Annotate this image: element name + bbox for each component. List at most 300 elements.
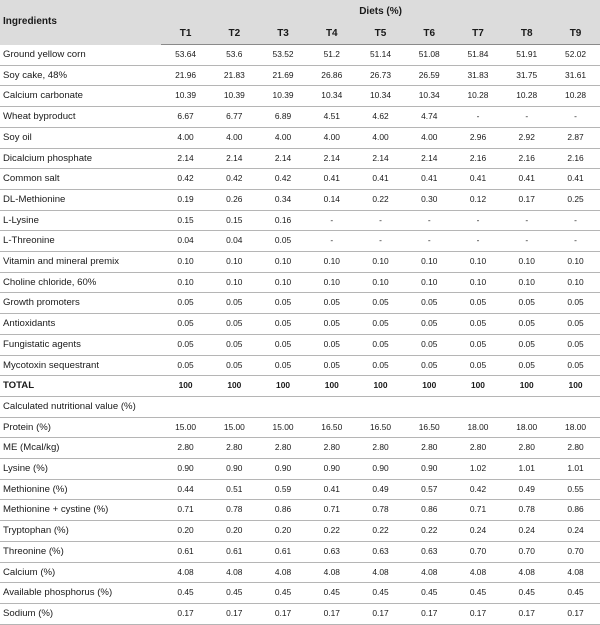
cell-t1: 0.61 [161,541,210,562]
nutrition-row [0,500,600,521]
cell-t9: 1.01 [551,459,600,480]
cell-t5: 0.05 [356,314,405,335]
cell-t9: - [551,210,600,231]
cell-t9: - [551,107,600,128]
row-label: Soy cake, 48% [0,65,161,86]
nutrition-row [0,583,600,604]
cell-t5: 51.14 [356,45,405,66]
cell-t9: 4.08 [551,562,600,583]
cell-t6: 0.05 [405,355,454,376]
cell-t2: 0.05 [210,293,259,314]
cell-t7: 0.05 [454,293,503,314]
cell-t7: 0.45 [454,583,503,604]
cell-t4: 0.22 [307,521,356,542]
cell-t4: 4.51 [307,107,356,128]
cell-t2: 0.20 [210,521,259,542]
cell-t2: 2.14 [210,148,259,169]
cell-t2: 100 [210,376,259,397]
row-label: Calcium (%) [0,562,161,583]
cell-t1: 15.00 [161,417,210,438]
cell-t2: 0.05 [210,334,259,355]
cell-t2: 0.17 [210,603,259,624]
cell-t7: 18.00 [454,417,503,438]
cell-t6: 2.80 [405,438,454,459]
total-row [0,376,600,397]
ingredient-row [0,86,600,107]
row-label: L-Threonine [0,231,161,252]
ingredient-row [0,210,600,231]
row-label: TOTAL [0,376,161,397]
cell-t4: 4.00 [307,127,356,148]
cell-t6: 0.17 [405,603,454,624]
cell-t4: 0.63 [307,541,356,562]
cell-t8: 0.49 [502,479,551,500]
cell-t6: 16.50 [405,417,454,438]
cell-t2: 0.51 [210,479,259,500]
cell-t5: 0.10 [356,272,405,293]
row-label: Available phosphorus (%) [0,583,161,604]
cell-t1: 0.04 [161,231,210,252]
cell-t9: 0.41 [551,169,600,190]
cell-t4: 0.05 [307,355,356,376]
cell-t9: 0.45 [551,583,600,604]
cell-t2: 0.78 [210,500,259,521]
ingredient-row [0,45,600,66]
cell-t8: - [502,231,551,252]
cell-t5: 0.05 [356,334,405,355]
cell-t6: 0.05 [405,293,454,314]
cell-t6: 4.08 [405,562,454,583]
cell-t6: - [405,231,454,252]
cell-t6: 0.10 [405,272,454,293]
cell-t7: 0.42 [454,479,503,500]
ingredient-row [0,189,600,210]
column-header-t4: T4 [307,24,356,45]
cell-t2: 0.61 [210,541,259,562]
row-label: Growth promoters [0,293,161,314]
cell-t8: 0.17 [502,189,551,210]
row-label: L-Lysine [0,210,161,231]
cell-t7: 0.05 [454,334,503,355]
ingredient-row [0,127,600,148]
cell-t2: 0.15 [210,210,259,231]
cell-t1: 2.80 [161,438,210,459]
cell-t7: 0.12 [454,189,503,210]
row-label: Choline chloride, 60% [0,272,161,293]
cell-t4: 0.41 [307,169,356,190]
cell-t8: 0.10 [502,272,551,293]
cell-t2: 0.05 [210,355,259,376]
cell-t2: 21.83 [210,65,259,86]
row-label: Soy oil [0,127,161,148]
column-header-t6: T6 [405,24,454,45]
cell-t7: 10.28 [454,86,503,107]
cell-t7: - [454,210,503,231]
cell-t6: 4.74 [405,107,454,128]
cell-t3: 15.00 [259,417,308,438]
nutrition-row [0,541,600,562]
cell-t8: 0.17 [502,603,551,624]
cell-t3: 0.05 [259,355,308,376]
cell-t5: 26.73 [356,65,405,86]
cell-t3: 0.45 [259,583,308,604]
cell-t3: 0.42 [259,169,308,190]
cell-t3: 4.00 [259,127,308,148]
cell-t9: 2.80 [551,438,600,459]
row-label: Threonine (%) [0,541,161,562]
cell-t9: 18.00 [551,417,600,438]
cell-t5: 2.14 [356,148,405,169]
cell-t5: 0.22 [356,189,405,210]
cell-t1: 0.05 [161,314,210,335]
row-label: DL-Methionine [0,189,161,210]
cell-t8: 0.05 [502,293,551,314]
cell-t6: 51.08 [405,45,454,66]
row-label: Methionine (%) [0,479,161,500]
cell-t4: 4.08 [307,562,356,583]
cell-t6: 0.22 [405,521,454,542]
cell-t8: 0.05 [502,314,551,335]
cell-t3: 0.05 [259,334,308,355]
cell-t8: 0.24 [502,521,551,542]
cell-t6: 0.63 [405,541,454,562]
cell-t2: 0.45 [210,583,259,604]
row-label: Ground yellow corn [0,45,161,66]
row-label: Sodium (%) [0,603,161,624]
cell-t4: 0.05 [307,314,356,335]
cell-t6: 0.86 [405,500,454,521]
cell-t7: 0.41 [454,169,503,190]
ingredient-row [0,148,600,169]
cell-t7: 2.96 [454,127,503,148]
cell-t4: 0.41 [307,479,356,500]
cell-t2: 6.77 [210,107,259,128]
nutrition-row [0,603,600,624]
cell-t3: 0.20 [259,521,308,542]
cell-t1: 2.14 [161,148,210,169]
cell-t1: 0.19 [161,189,210,210]
ingredient-row [0,293,600,314]
cell-t2: 4.00 [210,127,259,148]
cell-t9: 0.25 [551,189,600,210]
cell-t9: 0.55 [551,479,600,500]
ingredient-row [0,314,600,335]
cell-t6: 0.05 [405,314,454,335]
cell-t9: 0.05 [551,355,600,376]
cell-t3: 0.05 [259,314,308,335]
cell-t5: 4.00 [356,127,405,148]
cell-t8: - [502,107,551,128]
cell-t5: - [356,231,405,252]
row-label: Calcium carbonate [0,86,161,107]
row-label: Common salt [0,169,161,190]
ingredient-row [0,231,600,252]
cell-t8: 2.92 [502,127,551,148]
cell-t9: 0.70 [551,541,600,562]
cell-t5: 0.78 [356,500,405,521]
cell-t1: 0.45 [161,583,210,604]
cell-t9: 52.02 [551,45,600,66]
cell-t3: 10.39 [259,86,308,107]
cell-t5: 100 [356,376,405,397]
cell-t8: 0.45 [502,583,551,604]
cell-t6: 0.05 [405,334,454,355]
cell-t4: 0.17 [307,603,356,624]
cell-t5: - [356,210,405,231]
cell-t9: 100 [551,376,600,397]
cell-t8: 2.16 [502,148,551,169]
cell-t7: 0.71 [454,500,503,521]
cell-t7: 0.05 [454,355,503,376]
ingredients-header: Ingredients [0,0,161,45]
cell-t3: 53.52 [259,45,308,66]
cell-t5: 0.49 [356,479,405,500]
row-label: Antioxidants [0,314,161,335]
cell-t9: 2.87 [551,127,600,148]
cell-t3: 2.14 [259,148,308,169]
row-label: Tryptophan (%) [0,521,161,542]
table-header [0,0,600,45]
cell-t9: 10.28 [551,86,600,107]
row-label: Mycotoxin sequestrant [0,355,161,376]
cell-t7: 0.17 [454,603,503,624]
cell-t1: 0.42 [161,169,210,190]
cell-t3: 21.69 [259,65,308,86]
cell-t5: 4.08 [356,562,405,583]
cell-t9: 0.05 [551,293,600,314]
cell-t9: 0.05 [551,334,600,355]
cell-t7: 0.70 [454,541,503,562]
cell-t1: 0.05 [161,355,210,376]
cell-t9: - [551,231,600,252]
column-header-t1: T1 [161,24,210,45]
nutrition-row [0,479,600,500]
cell-t6: 0.30 [405,189,454,210]
cell-t2: 0.26 [210,189,259,210]
cell-t1: 0.44 [161,479,210,500]
cell-t5: 0.90 [356,459,405,480]
cell-t3: 100 [259,376,308,397]
cell-t2: 10.39 [210,86,259,107]
ingredient-row [0,107,600,128]
cell-t4: - [307,210,356,231]
cell-t4: 0.10 [307,272,356,293]
cell-t8: 0.05 [502,355,551,376]
table-body [0,45,600,625]
cell-t1: 0.05 [161,334,210,355]
cell-t6: 4.00 [405,127,454,148]
nutrition-row [0,417,600,438]
cell-t2: 0.10 [210,272,259,293]
cell-t6: 26.59 [405,65,454,86]
cell-t7: 51.84 [454,45,503,66]
cell-t7: 100 [454,376,503,397]
cell-t4: 0.14 [307,189,356,210]
nutrition-row [0,459,600,480]
row-label: Vitamin and mineral premix [0,252,161,273]
cell-t3: 0.05 [259,293,308,314]
cell-t4: 0.71 [307,500,356,521]
cell-t1: 4.00 [161,127,210,148]
cell-t3: 6.89 [259,107,308,128]
cell-t4: 2.14 [307,148,356,169]
ingredient-row [0,355,600,376]
cell-t2: 0.05 [210,314,259,335]
cell-t4: 0.10 [307,252,356,273]
cell-t9: 0.05 [551,314,600,335]
cell-t3: 0.61 [259,541,308,562]
section-label: Calculated nutritional value (%) [0,396,600,417]
cell-t2: 53.6 [210,45,259,66]
cell-t8: 0.70 [502,541,551,562]
cell-t5: 2.80 [356,438,405,459]
cell-t8: 10.28 [502,86,551,107]
row-label: Wheat byproduct [0,107,161,128]
cell-t8: 18.00 [502,417,551,438]
cell-t4: 2.80 [307,438,356,459]
cell-t2: 4.08 [210,562,259,583]
cell-t2: 2.80 [210,438,259,459]
cell-t1: 10.39 [161,86,210,107]
cell-t9: 0.10 [551,252,600,273]
cell-t3: 0.17 [259,603,308,624]
cell-t7: 2.16 [454,148,503,169]
cell-t1: 0.10 [161,272,210,293]
cell-t5: 0.45 [356,583,405,604]
cell-t3: 0.59 [259,479,308,500]
cell-t5: 0.17 [356,603,405,624]
cell-t5: 0.10 [356,252,405,273]
cell-t4: 0.05 [307,334,356,355]
cell-t8: 2.80 [502,438,551,459]
cell-t3: 0.90 [259,459,308,480]
cell-t3: 2.80 [259,438,308,459]
column-header-t9: T9 [551,24,600,45]
cell-t4: 100 [307,376,356,397]
column-header-t2: T2 [210,24,259,45]
cell-t5: 0.41 [356,169,405,190]
cell-t4: 0.90 [307,459,356,480]
cell-t5: 16.50 [356,417,405,438]
cell-t2: 0.04 [210,231,259,252]
cell-t1: 21.96 [161,65,210,86]
ingredient-row [0,169,600,190]
cell-t9: 0.24 [551,521,600,542]
nutrition-row [0,521,600,542]
cell-t6: 0.90 [405,459,454,480]
cell-t4: 10.34 [307,86,356,107]
nutrition-row [0,438,600,459]
column-header-t5: T5 [356,24,405,45]
cell-t8: 31.75 [502,65,551,86]
row-label: Dicalcium phosphate [0,148,161,169]
cell-t2: 0.90 [210,459,259,480]
cell-t4: 26.86 [307,65,356,86]
cell-t6: 0.41 [405,169,454,190]
cell-t2: 15.00 [210,417,259,438]
cell-t3: 0.16 [259,210,308,231]
cell-t5: 4.62 [356,107,405,128]
cell-t2: 0.10 [210,252,259,273]
cell-t1: 0.05 [161,293,210,314]
cell-t1: 4.08 [161,562,210,583]
cell-t1: 53.64 [161,45,210,66]
cell-t8: 0.10 [502,252,551,273]
cell-t4: 51.2 [307,45,356,66]
cell-t8: 1.01 [502,459,551,480]
cell-t1: 0.71 [161,500,210,521]
cell-t8: 100 [502,376,551,397]
cell-t8: - [502,210,551,231]
cell-t8: 0.78 [502,500,551,521]
cell-t1: 0.10 [161,252,210,273]
cell-t4: 0.45 [307,583,356,604]
cell-t9: 31.61 [551,65,600,86]
column-header-t7: T7 [454,24,503,45]
ingredient-row [0,252,600,273]
cell-t6: 0.57 [405,479,454,500]
cell-t8: 0.41 [502,169,551,190]
cell-t7: 31.83 [454,65,503,86]
cell-t4: 0.05 [307,293,356,314]
ingredient-row [0,272,600,293]
cell-t2: 0.42 [210,169,259,190]
cell-t5: 0.05 [356,293,405,314]
cell-t3: 0.10 [259,252,308,273]
ingredient-row [0,65,600,86]
cell-t5: 0.05 [356,355,405,376]
cell-t3: 4.08 [259,562,308,583]
cell-t7: 2.80 [454,438,503,459]
cell-t1: 0.17 [161,603,210,624]
cell-t9: 0.17 [551,603,600,624]
cell-t7: - [454,231,503,252]
cell-t9: 0.10 [551,272,600,293]
row-label: Lysine (%) [0,459,161,480]
diets-header: Diets (%) [161,0,600,24]
cell-t8: 4.08 [502,562,551,583]
cell-t6: 0.45 [405,583,454,604]
cell-t7: - [454,107,503,128]
cell-t9: 2.16 [551,148,600,169]
row-label: Protein (%) [0,417,161,438]
row-label: Methionine + cystine (%) [0,500,161,521]
cell-t4: - [307,231,356,252]
cell-t6: - [405,210,454,231]
ingredient-row [0,334,600,355]
cell-t7: 4.08 [454,562,503,583]
row-label: Fungistatic agents [0,334,161,355]
cell-t8: 0.05 [502,334,551,355]
cell-t1: 0.90 [161,459,210,480]
section-row [0,396,600,417]
cell-t3: 0.10 [259,272,308,293]
cell-t7: 0.10 [454,272,503,293]
cell-t7: 0.24 [454,521,503,542]
cell-t3: 0.34 [259,189,308,210]
cell-t7: 0.05 [454,314,503,335]
cell-t7: 0.10 [454,252,503,273]
nutrition-row [0,562,600,583]
cell-t7: 1.02 [454,459,503,480]
cell-t1: 0.20 [161,521,210,542]
cell-t5: 0.22 [356,521,405,542]
cell-t1: 100 [161,376,210,397]
row-label: ME (Mcal/kg) [0,438,161,459]
cell-t3: 0.05 [259,231,308,252]
cell-t1: 6.67 [161,107,210,128]
column-header-t3: T3 [259,24,308,45]
